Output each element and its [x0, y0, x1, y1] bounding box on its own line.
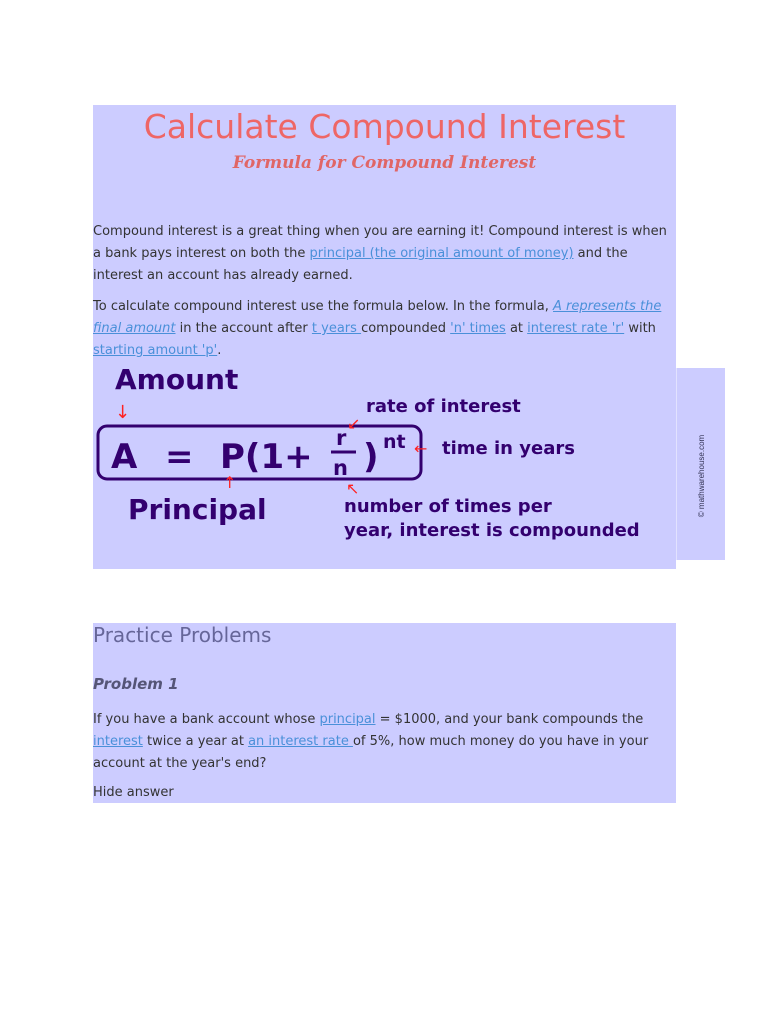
formula-section — [93, 105, 676, 569]
formula-equals: = — [165, 437, 194, 477]
formula-explanation-paragraph — [93, 296, 676, 362]
formula-text-1: To calculate compound interest use the formula below. In the formula, — [93, 299, 554, 314]
formula-p: P(1+ — [220, 437, 313, 477]
formula-text-2: in the account after — [175, 321, 312, 336]
formula-r: r — [336, 426, 347, 450]
problem-text-2: = $1000, and your bank compounds the — [375, 712, 644, 727]
formula-close-paren: ) — [363, 437, 379, 477]
formula-text-3: compounded — [361, 321, 451, 336]
problem-rate-link[interactable]: an interest rate — [248, 734, 353, 749]
time-label: time in years — [442, 438, 575, 459]
problem-heading: Problem 1 — [93, 675, 179, 693]
intro-text-1: Compound interest is a great thing when you are earning it! Compound interest is when a bank pays interest on both the — [93, 224, 667, 261]
interest-rate-link[interactable]: interest rate 'r' — [527, 321, 625, 336]
hide-answer-button[interactable]: Hide answer — [93, 785, 174, 800]
page-subtitle: Formula for Compound Interest — [232, 153, 537, 173]
practice-section — [93, 623, 676, 803]
problem-text-4: of 5%, how much money do you have in your account at the year's end? — [93, 734, 649, 771]
compound-arrow: ↖ — [346, 479, 360, 498]
compound-label-line2: year, interest is compounded — [344, 520, 640, 541]
time-arrow: ← — [414, 439, 428, 458]
problem-paragraph — [93, 709, 676, 775]
formula-exponent: nt — [383, 431, 406, 453]
problem-text-3: twice a year at — [142, 734, 249, 749]
problem-text-1: If you have a bank account whose — [93, 712, 320, 727]
amount-label: Amount — [115, 363, 239, 396]
principal-link[interactable]: principal (the original amount of money) — [309, 246, 574, 261]
credit-text: © mathwarehouse.com — [696, 434, 706, 518]
final-amount-link[interactable]: A represents the final amount — [93, 299, 662, 336]
formula-text-4: at — [505, 321, 528, 336]
intro-text-2: and the interest an account has already earned. — [93, 246, 628, 283]
intro-paragraph — [93, 221, 676, 287]
t-years-link[interactable]: t years — [311, 321, 362, 336]
compound-interest-formula-diagram — [93, 355, 676, 569]
compound-label-line1: number of times per — [344, 496, 552, 517]
problem-interest-link[interactable]: interest — [93, 734, 143, 749]
practice-title: Practice Problems — [93, 623, 272, 647]
amount-arrow: ↓ — [115, 402, 131, 423]
formula-n: n — [333, 456, 348, 480]
starting-amount-link[interactable]: starting amount 'p' — [93, 343, 218, 358]
principal-arrow: ↑ — [223, 473, 237, 492]
n-times-link[interactable]: 'n' times — [450, 321, 506, 336]
credit-strip — [676, 368, 725, 560]
rate-label: rate of interest — [366, 396, 521, 417]
problem-principal-link[interactable]: principal — [319, 712, 376, 727]
rate-arrow: ↙ — [347, 414, 361, 433]
formula-text-5: with — [624, 321, 656, 336]
page-title: Calculate Compound Interest — [143, 107, 626, 146]
formula-a: A — [111, 437, 138, 477]
principal-label: Principal — [128, 493, 267, 526]
formula-text-6: . — [217, 343, 222, 358]
